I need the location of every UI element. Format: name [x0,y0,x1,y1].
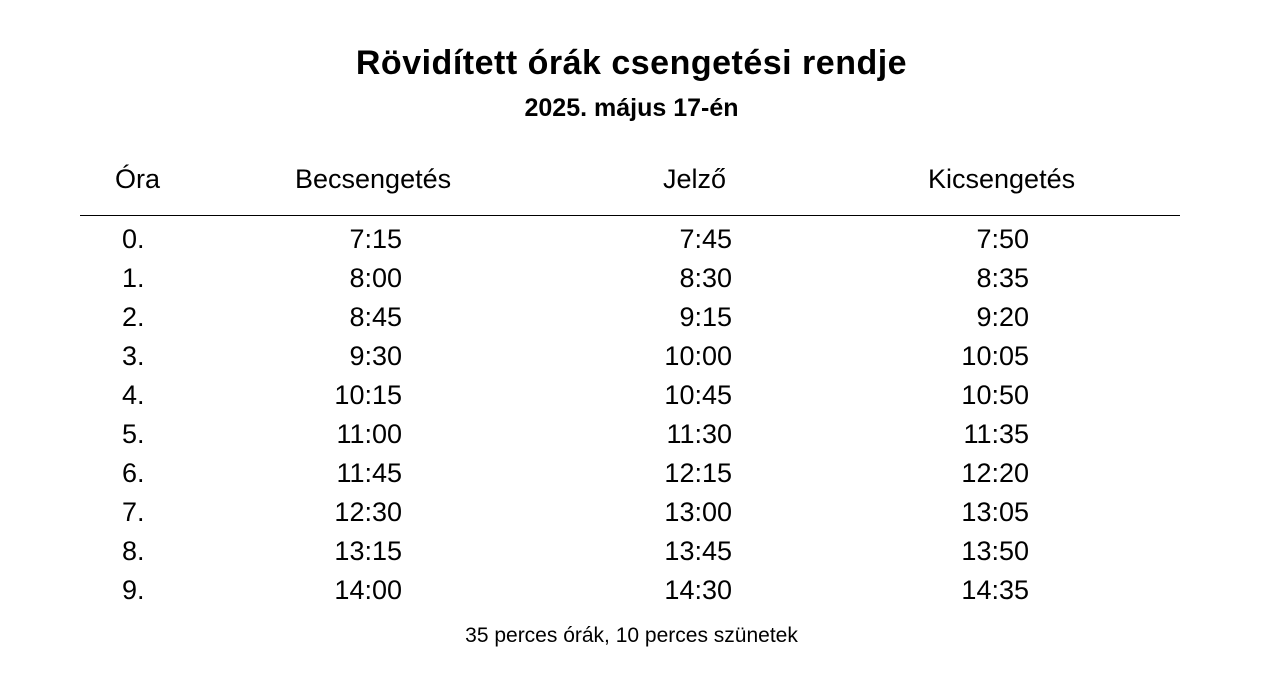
cell-kicsengetes: 14:35 [961,575,1029,605]
cell-kicsengetes: 13:50 [961,536,1029,566]
footnote: 35 perces órák, 10 perces szünetek [465,624,798,647]
cell-jelzo: 11:30 [666,419,732,449]
cell-kicsengetes: 7:50 [976,224,1029,254]
cell-becsengetes: 8:45 [349,302,402,332]
table-row [0,417,1287,456]
cell-kicsengetes: 13:05 [961,497,1029,527]
table-row [0,300,1287,339]
table-row [0,534,1287,573]
cell-becsengetes: 11:00 [336,419,402,449]
cell-kicsengetes: 10:05 [961,341,1029,371]
cell-becsengetes: 14:00 [334,575,402,605]
cell-jelzo: 7:45 [679,224,732,254]
cell-becsengetes: 10:15 [334,380,402,410]
cell-kicsengetes: 8:35 [976,263,1029,293]
cell-becsengetes: 8:00 [349,263,402,293]
cell-ora: 8. [122,536,145,566]
cell-becsengetes: 13:15 [334,536,402,566]
cell-becsengetes: 12:30 [334,497,402,527]
cell-jelzo: 8:30 [679,263,732,293]
header-divider [80,215,1180,216]
cell-jelzo: 14:30 [664,575,732,605]
cell-ora: 2. [122,302,145,332]
cell-becsengetes: 7:15 [349,224,402,254]
cell-becsengetes: 11:45 [336,458,402,488]
column-header-ora: Óra [115,164,161,194]
cell-kicsengetes: 9:20 [976,302,1029,332]
cell-ora: 6. [122,458,145,488]
column-header-kicsengetes: Kicsengetés [928,164,1076,194]
cell-ora: 4. [122,380,145,410]
schedule-table [0,222,1287,612]
cell-jelzo: 13:45 [664,536,732,566]
cell-ora: 9. [122,575,145,605]
cell-becsengetes: 9:30 [349,341,402,371]
column-header-becsengetes: Becsengetés [295,164,452,194]
cell-ora: 7. [122,497,145,527]
cell-ora: 5. [122,419,145,449]
page-subtitle: 2025. május 17-én [524,94,739,122]
column-header-jelzo: Jelző [663,164,727,194]
cell-jelzo: 10:45 [664,380,732,410]
cell-kicsengetes: 12:20 [961,458,1029,488]
cell-jelzo: 13:00 [664,497,732,527]
table-row [0,261,1287,300]
cell-jelzo: 10:00 [664,341,732,371]
cell-jelzo: 12:15 [664,458,732,488]
cell-kicsengetes: 10:50 [961,380,1029,410]
table-row [0,456,1287,495]
table-row [0,222,1287,261]
cell-ora: 1. [122,263,145,293]
table-row [0,495,1287,534]
table-row [0,378,1287,417]
cell-ora: 3. [122,341,145,371]
table-row [0,339,1287,378]
page-title: Rövidített órák csengetési rendje [355,44,908,82]
table-row [0,573,1287,612]
cell-ora: 0. [122,224,145,254]
cell-jelzo: 9:15 [679,302,732,332]
cell-kicsengetes: 11:35 [963,419,1029,449]
